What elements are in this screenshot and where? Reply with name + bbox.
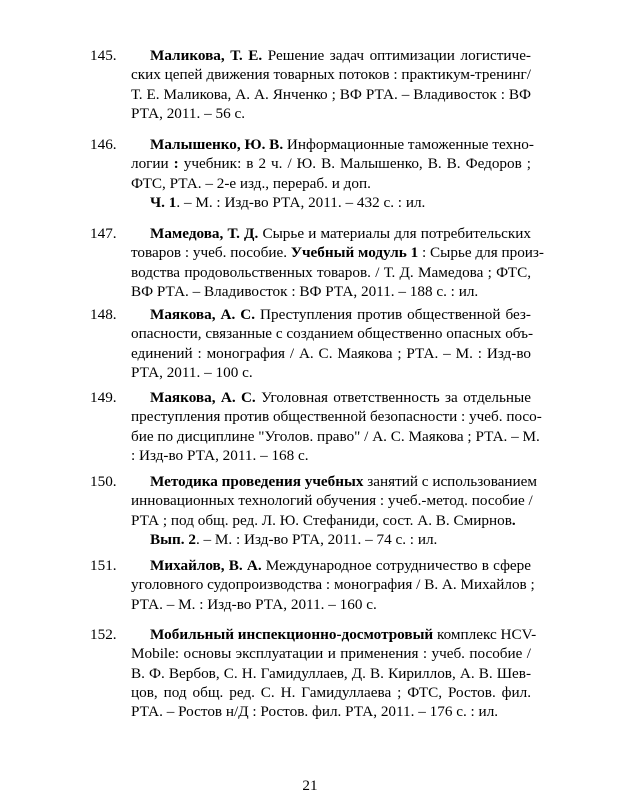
entry-number: 146.	[90, 136, 117, 153]
entry-line	[131, 243, 544, 262]
entry-line	[131, 556, 531, 575]
entry-line	[131, 472, 538, 491]
entry-line-text: товаров : учеб. пособие.	[131, 244, 291, 262]
entry-line: уголовного судопроизводства : монография / В. А. Михайлов ;	[131, 576, 535, 594]
entry-line: единений : монография / А. С. Маякова ; РТА. – М. : Изд-во	[131, 344, 531, 362]
entry-line	[131, 154, 531, 173]
entry-line: ФТС, РТА. – 2-е изд., перераб. и доп.	[131, 174, 371, 192]
entry-line-bold: :	[168, 155, 179, 173]
entry-line: бие по дисциплине "Уголов. право" / А. С. Маякова ; РТА. – М.	[131, 427, 540, 445]
entry-line	[131, 388, 531, 407]
entry-number: 151.	[90, 557, 117, 574]
entry-line	[131, 625, 537, 644]
entry-module: Учебный модуль 1	[290, 244, 419, 262]
entry-line-text: : Сырье для произ-	[418, 244, 544, 262]
entry-line: цов, под общ. ред. С. Н. Гамидуллаева ; ФТС, Ростов. фил.	[131, 683, 531, 701]
entry-line	[131, 224, 531, 243]
entry-text	[131, 305, 534, 382]
entry-line-text: занятий с использованием	[363, 473, 538, 490]
entry-text	[131, 472, 538, 549]
entry-line: Т. Е. Маликова, А. А. Янченко ; ВФ РТА. – Владивосток : ВФ	[131, 85, 531, 103]
entry-author: Мамедова, Т. Д.	[150, 225, 259, 242]
entry-line: РТА, 2011. – 56 с.	[131, 104, 246, 122]
entry-line-text: логии	[131, 155, 169, 173]
entry-line-text: Информационные таможенные техно-	[283, 136, 534, 153]
entry-line: ских цепей движения товарных потоков : практикум-тренинг/	[131, 66, 531, 84]
entry-line	[131, 46, 531, 65]
entry-author: Маякова, А. С.	[150, 306, 256, 323]
entry-line: водства продовольственных товаров. / Т. Д. Мамедова ; ФТС,	[131, 263, 531, 281]
entry-text	[131, 224, 544, 301]
entry-line-text: Международное сотрудничество в сфере	[261, 557, 531, 574]
entry-line-text: Решение задач оптимизации логистиче-	[262, 47, 531, 64]
entry-line	[131, 193, 531, 212]
entry-line: : Изд-во РТА, 2011. – 168 с.	[131, 446, 309, 464]
entry-line-bold: .	[511, 511, 516, 529]
entry-number: 150.	[90, 473, 117, 490]
entry-line-text: РТА ; под общ. ред. Л. Ю. Стефаниди, сост. А. В. Смирнов	[131, 511, 512, 529]
entry-line: опасности, связанные с созданием общественно опасных объ-	[131, 325, 534, 343]
entry-line-text: Уголовная ответственность за отдельные	[255, 389, 531, 406]
entry-line: Mobile: основы эксплуатации и применения : учеб. пособие /	[131, 645, 531, 663]
entry-line-text: Сырье и материалы для потребительских	[258, 225, 531, 242]
entry-line-text: . – М. : Изд-во РТА, 2011. – 432 с. : ил.	[176, 193, 426, 211]
entry-number: 145.	[90, 47, 117, 64]
entry-line	[131, 530, 531, 549]
entry-text	[131, 135, 534, 212]
entry-text	[131, 46, 531, 123]
entry-line	[131, 135, 534, 154]
entry-number: 148.	[90, 306, 117, 323]
entry-issue: Вып. 2	[150, 530, 196, 548]
entry-author: Малышенко, Ю. В.	[150, 136, 284, 153]
entry-line: РТА. – Ростов н/Д : Ростов. фил. РТА, 2011. – 176 с. : ил.	[131, 703, 499, 721]
entry-line: преступления против общественной безопасности : учеб. посо-	[131, 408, 542, 426]
entry-line: РТА. – М. : Изд-во РТА, 2011. – 160 с.	[131, 595, 377, 613]
entry-number: 149.	[90, 389, 117, 406]
entry-text	[131, 388, 542, 465]
entry-line-text: учебник: в 2 ч. / Ю. В. Малышенко, В. В. Федоров ;	[178, 155, 531, 173]
entry-line-text: Преступления против общественной без-	[255, 306, 531, 323]
entry-text	[131, 556, 535, 614]
entry-title-bold: Мобильный инспекционно-досмотровый	[150, 626, 434, 643]
entry-line: В. Ф. Вербов, С. Н. Гамидуллаев, Д. В. Кириллов, А. В. Шев-	[131, 664, 531, 682]
entry-text	[131, 625, 537, 721]
entry-number: 152.	[90, 626, 117, 643]
entry-author: Маякова, А. С.	[150, 389, 256, 406]
entry-author: Маликова, Т. Е.	[150, 47, 263, 64]
entry-number: 147.	[90, 225, 117, 242]
entry-line: инновационных технологий обучения : учеб.-метод. пособие /	[131, 492, 533, 510]
entry-line: ВФ РТА. – Владивосток : ВФ РТА, 2011. – 188 с. : ил.	[131, 282, 479, 300]
entry-line-text: комплекс HCV-	[433, 626, 537, 643]
entry-line	[131, 511, 531, 530]
entry-line-text: . – М. : Изд-во РТА, 2011. – 74 с. : ил.	[195, 530, 438, 548]
entry-line: РТА, 2011. – 100 с.	[131, 363, 253, 381]
page-number: 21	[302, 777, 318, 794]
entry-author: Михайлов, В. А.	[150, 557, 262, 574]
entry-line	[131, 305, 531, 324]
entry-title-bold: Методика проведения учебных	[150, 473, 364, 490]
entry-part: Ч. 1	[150, 193, 177, 211]
